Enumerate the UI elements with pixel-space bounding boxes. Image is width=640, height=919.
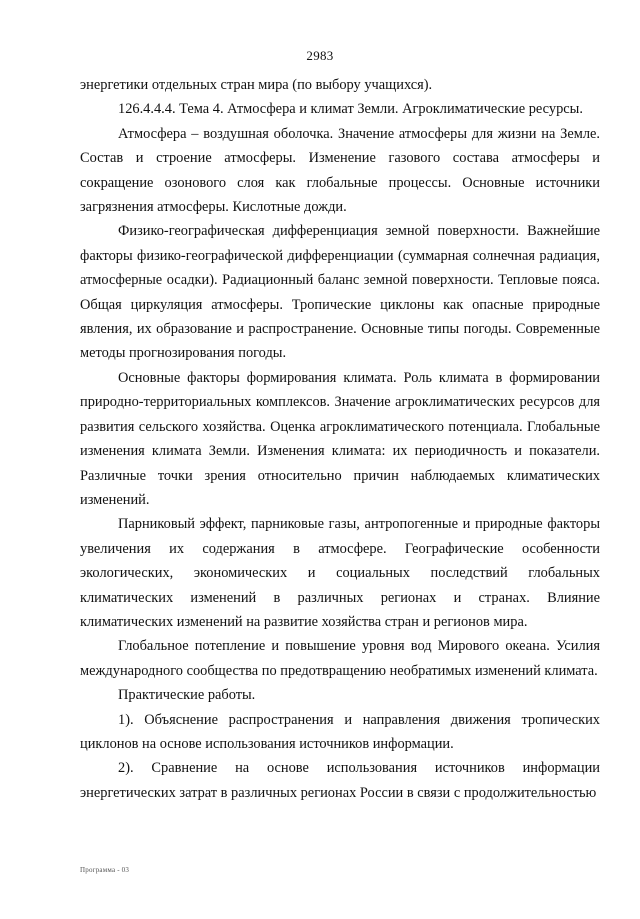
paragraph-climate-factors: Основные факторы формирования климата. Роль климата в формировании природно-территориальных комплексов. Значение агроклиматических ресурсов для развития сельского хозяйства. Оценка агроклиматического потенциала. Глобальные изменения климата Земли. Изменения климата: их периодичность и показатели. Различные точки зрения относительно причин наблюдаемых климатических изменений. [80,369,600,508]
paragraph-atmosphere: Атмосфера – воздушная оболочка. Значение атмосферы для жизни на Земле. Состав и строение атмосферы. Изменение газового состава атмосферы и сокращение озонового слоя как глобальные процессы. Основные источники загрязнения атмосферы. Кислотные дожди. [80,125,600,216]
practical-work-1: 1). Объяснение распространения и направления движения тропических циклонов на основе использования источников информации. [80,711,600,752]
section-heading: 126.4.4.4. Тема 4. Атмосфера и климат Земли. Агроклиматические ресурсы. [118,101,583,118]
paragraph-greenhouse: Парниковый эффект, парниковые газы, антропогенные и природные факторы увеличения их содержания в атмосфере. Географические особенности экологических, экономических и социальных последствий глобальных климатических изменений в различных регионах и странах. Влияние климатических изменений на развитие хозяйства стран и регионов мира. [80,516,600,630]
paragraph-global-warming: Глобальное потепление и повышение уровня вод Мирового океана. Усилия международного сообщества по предотвращению необратимых изменений климата. [80,638,600,679]
practical-work-2: 2). Сравнение на основе использования источников информации энергетических затрат в различных регионах России в связи с продолжительностью [80,760,600,801]
paragraph-differentiation: Физико-географическая дифференциация земной поверхности. Важнейшие факторы физико-географической дифференциации (суммарная солнечная радиация, атмосферные осадки). Радиационный баланс земной поверхности. Тепловые пояса. Общая циркуляция атмосферы. Тропические циклоны как опасные природные явления, их образование и распространение. Основные типы погоды. Современные методы прогнозирования погоды. [80,223,600,362]
paragraph-continuation: энергетики отдельных стран мира (по выбору учащихся). [80,77,433,93]
page-number: 2983 [306,48,334,63]
footer-label: Программа - 03 [80,866,130,874]
document-body [80,73,600,805]
practical-works-heading: Практические работы. [118,687,256,704]
